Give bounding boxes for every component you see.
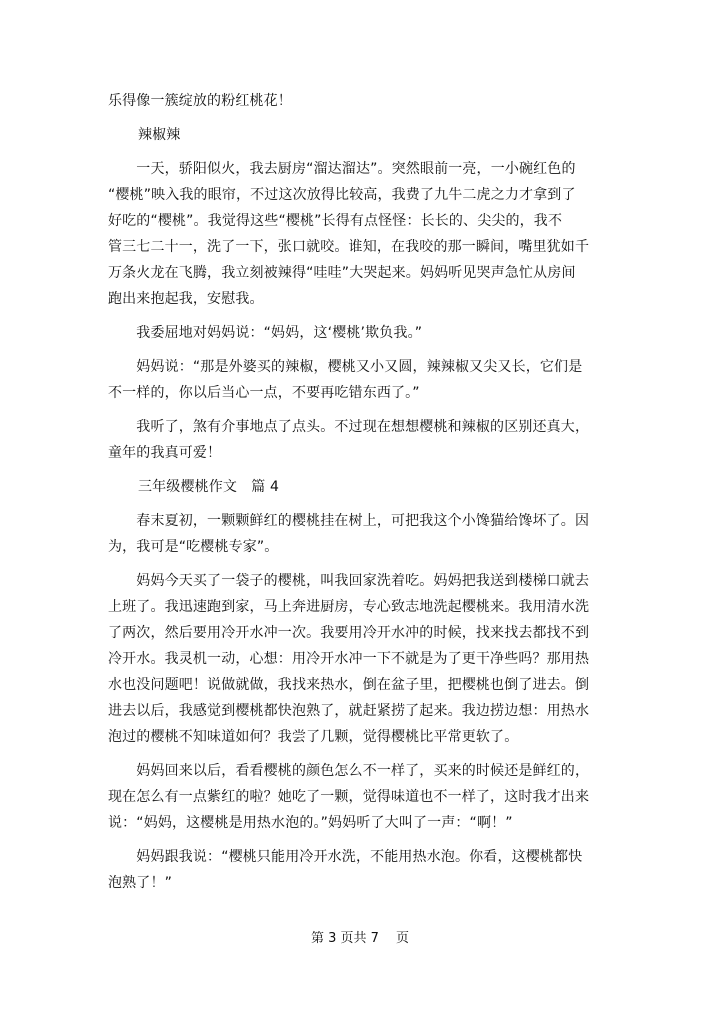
page-footer <box>0 929 720 949</box>
paragraph <box>108 508 608 560</box>
paragraph <box>108 354 608 406</box>
text-line: 辣椒辣 <box>138 127 181 143</box>
text-line: 我委屈地对妈妈说：“妈妈，这‘樱桃’欺负我。” <box>108 325 423 341</box>
text-line: 不一样的，你以后当心一点，不要再吃错东西了。” <box>108 385 420 401</box>
text-line: “樱桃”映入我的眼帘，不过这次放得比较高，我费了九牛二虎之力才拿到了 <box>108 187 576 203</box>
paragraph <box>108 320 608 346</box>
text-line: 万条火龙在飞腾，我立刻被辣得“哇哇”大哭起来。妈妈听见哭声急忙从房间 <box>108 265 576 281</box>
text-line: 三年级樱桃作文 篇 4 <box>138 479 280 495</box>
text-line: 了两次，然后要用冷开水冲一次。我要用冷开水冲的时候，找来找去都找不到 <box>108 625 590 641</box>
text-line: 童年的我真可爱！ <box>108 445 222 461</box>
text-line: 泡过的樱桃不知味道如何？我尝了几颗，觉得樱桃比平常更软了。 <box>108 729 519 745</box>
text-line: 上班了。我迅速跑到家，马上奔进厨房，专心致志地洗起樱桃来。我用清水洗 <box>108 599 590 615</box>
section-heading <box>108 474 608 500</box>
page-number-label: 第 3 页共 7 页 <box>310 931 410 946</box>
text-line: 水也没问题吧！说做就做，我找来热水，倒在盆子里，把樱桃也倒了进去。倒 <box>108 677 590 693</box>
text-line: 妈妈回来以后，看看樱桃的颜色怎么不一样了，买来的时候还是鲜红的， <box>108 763 590 779</box>
text-line: 跑出来抱起我，安慰我。 <box>108 291 264 307</box>
text-line: 我听了，煞有介事地点了点头。不过现在想想樱桃和辣椒的区别还真大， <box>108 419 590 435</box>
text-line: 冷开水。我灵机一动，心想：用冷开水冲一下不就是为了更干净些吗？那用热 <box>108 651 590 667</box>
paragraph <box>108 156 608 312</box>
text-line: 妈妈说：“那是外婆买的辣椒，樱桃又小又圆，辣辣椒又尖又长，它们是 <box>108 359 583 375</box>
text-line: 说：“妈妈，这樱桃是用热水泡的。”妈妈听了大叫了一声：“啊！” <box>108 815 513 831</box>
text-line: 妈妈跟我说：“樱桃只能用冷开水洗，不能用热水泡。你看，这樱桃都快 <box>108 849 583 865</box>
text-line: 好吃的“樱桃”。我觉得这些“樱桃”长得有点怪怪：长长的、尖尖的，我不 <box>108 213 563 229</box>
text-line: 乐得像一簇绽放的粉红桃花！ <box>108 93 292 109</box>
text-line: 妈妈今天买了一袋子的樱桃，叫我回家洗着吃。妈妈把我送到楼梯口就去 <box>108 573 590 589</box>
text-line: 一天，骄阳似火，我去厨房“溜达溜达”。突然眼前一亮，一小碗红色的 <box>108 161 576 177</box>
text-line: 泡熟了！” <box>108 875 173 891</box>
paragraph <box>108 568 608 750</box>
text-line: 为，我可是“吃樱桃专家”。 <box>108 539 279 555</box>
text-line: 管三七二十一，洗了一下，张口就咬。谁知，在我咬的那一瞬间，嘴里犹如千 <box>108 239 590 255</box>
paragraph <box>108 844 608 896</box>
document-body <box>108 88 608 904</box>
paragraph <box>108 758 608 836</box>
text-line: 现在怎么有一点紫红的啦？她吃了一颗，觉得味道也不一样了，这时我才出来 <box>108 789 590 805</box>
text-line: 进去以后，我感觉到樱桃都快泡熟了，就赶紧捞了起来。我边捞边想：用热水 <box>108 703 590 719</box>
text-line: 春末夏初，一颗颗鲜红的樱桃挂在树上，可把我这个小馋猫给馋坏了。因 <box>108 513 590 529</box>
paragraph <box>108 414 608 466</box>
paragraph <box>108 88 608 114</box>
section-heading <box>108 122 608 148</box>
